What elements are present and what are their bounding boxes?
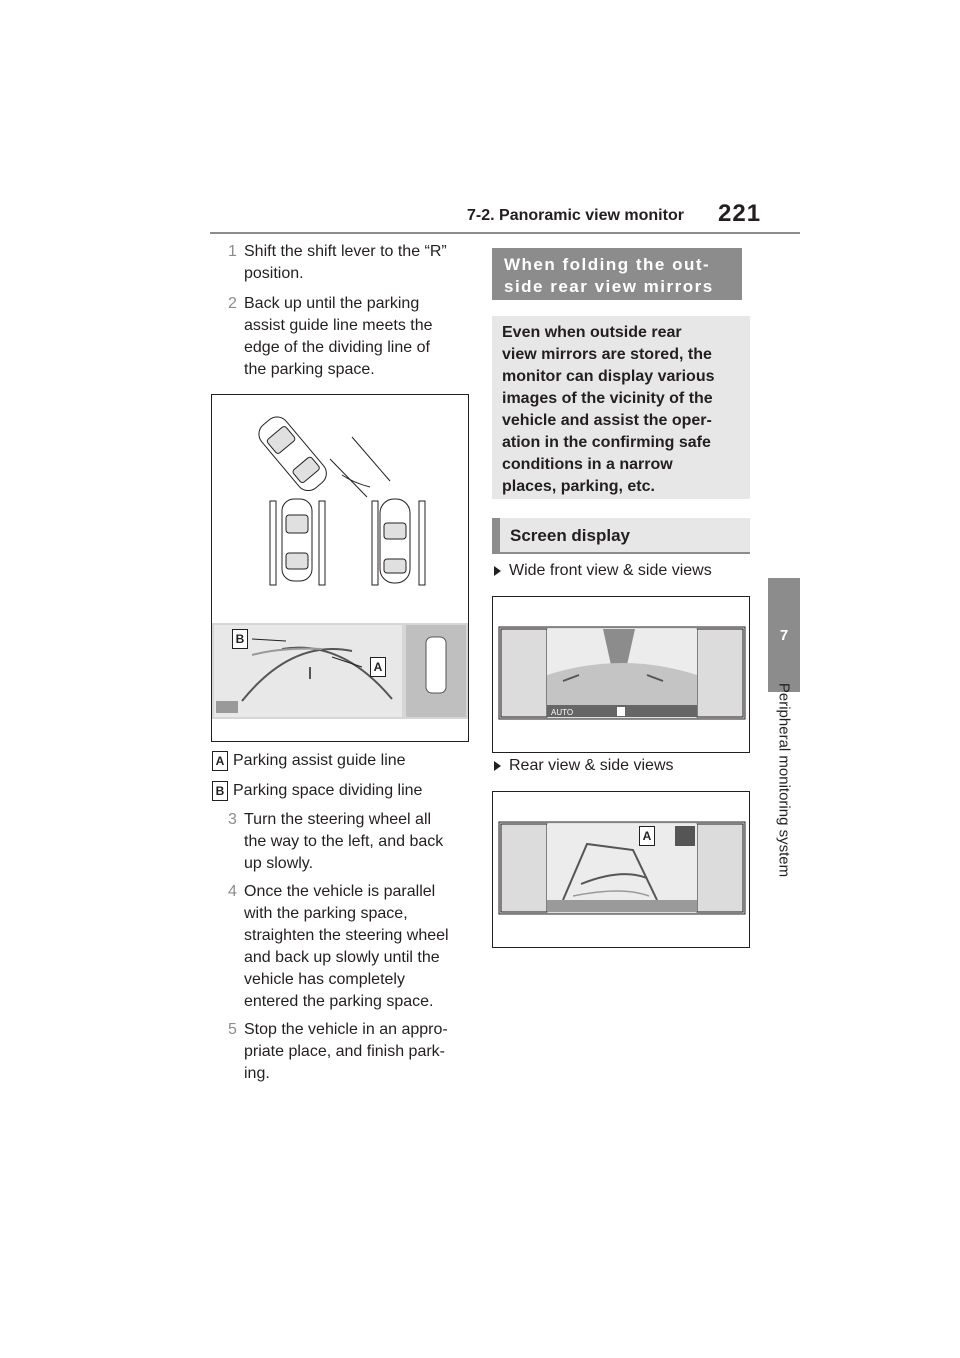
section-heading-folding-mirrors: When folding the out- side rear view mirrors	[492, 248, 742, 300]
section-body-folding-mirrors: Even when outside rear view mirrors are stored, the monitor can display various images of the vicinity of the vehicle and assist the oper- ation in the confirming safe conditions in a narrow places, parking, etc.	[492, 316, 750, 499]
view-label-front: Wide front view & side views	[494, 562, 712, 580]
chapter-tab: 7	[768, 578, 800, 692]
screen-auto-text: AUTO	[551, 708, 574, 717]
view-label-rear: Rear view & side views	[494, 757, 674, 775]
front-view-figure	[492, 596, 750, 753]
section-heading-screen-display: Screen display	[492, 518, 750, 554]
legend-text-a: Parking assist guide line	[233, 752, 406, 769]
legend-key-b: B	[212, 781, 228, 801]
triangle-bullet-icon	[494, 761, 501, 771]
step-2: 2 Back up until the parking assist guide line meets the edge of the dividing line of the parking space.	[228, 295, 433, 378]
step-1: 1 Shift the shift lever to the “R” position.	[228, 243, 447, 282]
triangle-bullet-icon	[494, 566, 501, 576]
front-view-screen	[493, 597, 749, 752]
figure-label-b: B	[232, 629, 248, 649]
rear-view-screen	[493, 792, 749, 947]
page-number: 221	[718, 200, 762, 227]
parking-illustration	[212, 395, 468, 741]
parking-figure	[211, 394, 469, 742]
section-title: 7-2. Panoramic view monitor	[467, 207, 684, 224]
rear-view-figure	[492, 791, 750, 948]
figure-label-a: A	[370, 657, 386, 677]
step-3: 3 Turn the steering wheel all the way to the left, and back up slowly.	[228, 811, 444, 872]
rear-view-marker-a: A	[639, 826, 655, 846]
legend-key-a: A	[212, 751, 228, 771]
step-5: 5 Stop the vehicle in an appro- priate place, and finish park- ing.	[228, 1021, 448, 1082]
chapter-title: Peripheral monitoring system	[775, 682, 793, 878]
legend-text-b: Parking space dividing line	[233, 782, 423, 799]
header-rule	[210, 232, 800, 234]
step-4: 4 Once the vehicle is parallel with the parking space, straighten the steering wheel and back up slowly until the vehicle has completely entered the parking space.	[228, 883, 449, 1010]
